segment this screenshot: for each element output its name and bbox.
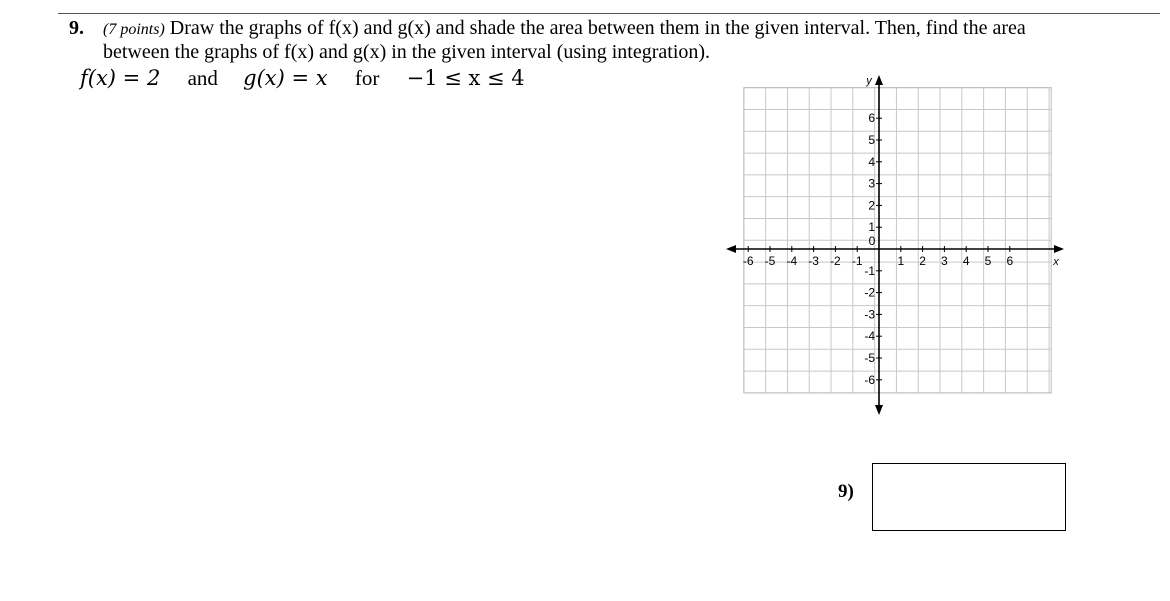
x-tick-label: 6 <box>1006 254 1014 268</box>
y-tick-label: -4 <box>864 329 875 344</box>
y-tick-label: 2 <box>868 198 875 213</box>
y-axis-arrow-down <box>875 405 883 415</box>
f-definition: f(x) = 2 <box>80 66 161 90</box>
coordinate-grid[interactable] <box>720 70 1070 425</box>
y-tick-label: 3 <box>868 176 875 191</box>
x-axis-label: x <box>1053 256 1059 268</box>
x-tick-label: 5 <box>984 254 992 268</box>
answer-box[interactable] <box>872 463 1066 531</box>
x-tick-label: -3 <box>808 254 819 268</box>
for-word: for <box>354 66 380 90</box>
y-tick-label: 5 <box>868 133 875 147</box>
question-prompt-2: between the graphs of f(x) and g(x) in the given interval (using integration). <box>103 41 711 63</box>
x-tick-label: 4 <box>962 254 970 268</box>
y-tick-label: 6 <box>868 111 875 126</box>
y-tick-label: -3 <box>864 307 875 322</box>
interval: −1 ≤ x ≤ 4 <box>406 66 525 90</box>
x-tick-label: -1 <box>851 254 863 268</box>
x-tick-label: -5 <box>764 254 776 268</box>
y-tick-label: -6 <box>864 372 875 387</box>
x-tick-label: -4 <box>786 254 798 268</box>
question-prompt-1: Draw the graphs of f(x) and g(x) and shade the area between them in the given interval. Then, find the area <box>169 17 1026 39</box>
origin-label: 0 <box>868 234 876 248</box>
and-word: and <box>187 66 218 90</box>
g-definition: g(x) = x <box>243 66 328 90</box>
question-points: (7 points) <box>103 21 165 38</box>
coordinate-grid-svg[interactable] <box>720 70 1070 420</box>
top-rule <box>58 13 1160 14</box>
x-tick-label: 1 <box>897 254 905 268</box>
y-axis-label: y <box>866 75 872 87</box>
question-number: 9. <box>69 17 84 39</box>
y-tick-label: 4 <box>868 154 875 169</box>
y-tick-label: 1 <box>868 220 875 235</box>
x-tick-label: -6 <box>742 254 754 268</box>
answer-label: 9) <box>838 481 854 502</box>
y-tick-label: -2 <box>864 285 875 300</box>
y-tick-label: -5 <box>864 351 875 365</box>
function-definitions <box>80 66 525 91</box>
x-tick-label: 3 <box>941 254 948 268</box>
y-tick-label: -1 <box>864 263 875 278</box>
x-tick-label: 2 <box>919 254 926 268</box>
x-tick-label: -2 <box>830 254 841 268</box>
x-axis-arrow-right <box>1054 245 1064 253</box>
y-axis-arrow-up <box>875 75 883 85</box>
x-axis-arrow-left <box>726 245 736 253</box>
question-text-line-1 <box>103 17 1026 40</box>
